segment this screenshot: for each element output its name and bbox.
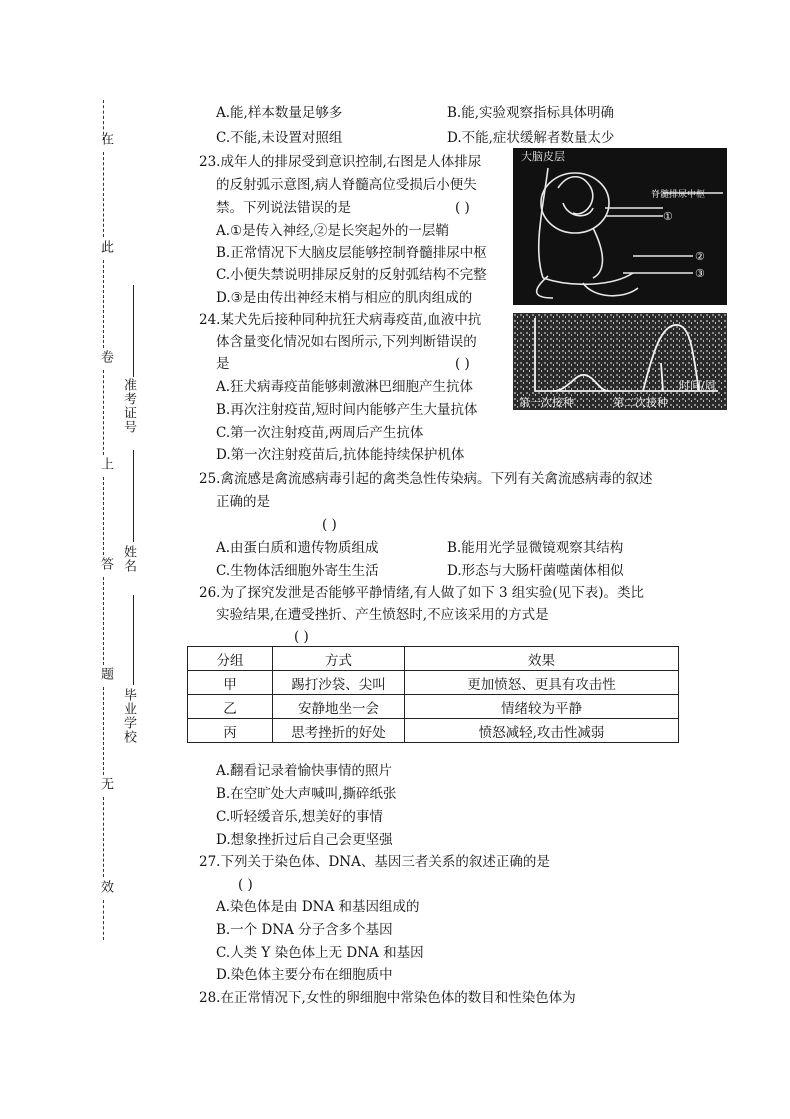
q24-option-b: B.再次注射疫苗,短时间内能够产生大量抗体 <box>216 402 478 418</box>
seal-char: 在 <box>98 132 113 146</box>
q24-answer-paren: ( ) <box>455 356 470 372</box>
table-row <box>188 695 679 719</box>
table-header: 效果 <box>405 647 679 671</box>
school-line[interactable] <box>133 595 134 685</box>
q23-option-b: B.正常情况下大脑皮层能够控制脊髓排尿中枢 <box>216 245 487 261</box>
table-cell: 踢打沙袋、尖叫 <box>273 671 405 695</box>
q26-option-b: B.在空旷处大声喊叫,撕碎纸张 <box>216 786 397 802</box>
q26-stem-line: 实验结果,在遭受挫折、产生愤怒时,不应该采用的方式是 <box>216 607 549 623</box>
q27-answer-paren: ( ) <box>238 877 253 893</box>
q26-option-a: A.翻看记录着愉快事情的照片 <box>216 763 393 779</box>
table-cell: 思考挫折的好处 <box>273 719 405 743</box>
table-header-row <box>188 647 679 671</box>
q27-option-d: D.染色体主要分布在细胞质中 <box>216 967 393 983</box>
seal-char: 无 <box>98 777 113 791</box>
table-header: 分组 <box>188 647 273 671</box>
table-row <box>188 671 679 695</box>
table-cell: 更加愤怒、更具有攻击性 <box>405 671 679 695</box>
q26-answer-paren: ( ) <box>294 629 309 645</box>
q25-option-c: C.生物体活细胞外寄生生活 <box>216 563 379 579</box>
q26-stem-line: 26.为了探究发泄是否能够平静情绪,有人做了如下 3 组实验(见下表)。类比 <box>199 585 644 601</box>
name-line[interactable] <box>133 450 134 542</box>
q22-option-b: B.能,实验观察指标具体明确 <box>447 105 615 121</box>
seal-char: 题 <box>98 667 113 681</box>
table-cell: 乙 <box>188 695 273 719</box>
exam-number-label: 准考证号 <box>121 378 136 434</box>
q22-option-a: A.能,样本数量足够多 <box>216 105 343 121</box>
x-axis-label: 时间/周 <box>679 379 716 392</box>
seal-dash-line <box>103 900 104 940</box>
table-cell: 愤怒减轻,攻击性减弱 <box>405 719 679 743</box>
seal-dash-line <box>103 370 104 455</box>
label-cortex: 大脑皮层 <box>521 150 565 163</box>
q24-stem-line: 24.某犬先后接种同种抗狂犬病毒疫苗,血液中抗 <box>199 312 482 328</box>
first-dose-label: 第一次接种 <box>519 396 574 409</box>
q27-stem: 27.下列关于染色体、DNA、基因三者关系的叙述正确的是 <box>199 854 550 870</box>
q25-answer-paren: ( ) <box>322 517 337 533</box>
q25-stem-line: 25.禽流感是禽流感病毒引起的禽类急性传染病。下列有关禽流感病毒的叙述 <box>199 471 653 487</box>
q27-option-a: A.染色体是由 DNA 和基因组成的 <box>216 899 420 915</box>
seal-dash-line <box>103 260 104 348</box>
q27-option-b: B.一个 DNA 分子含多个基因 <box>216 922 393 938</box>
q25-option-b: B.能用光学显微镜观察其结构 <box>447 540 624 556</box>
table-cell: 丙 <box>188 719 273 743</box>
q23-option-a: A.①是传入神经,②是长突起外的一层鞘 <box>216 223 449 239</box>
second-dose-label: 第二次接种 <box>613 396 668 409</box>
table-header: 方式 <box>273 647 405 671</box>
q24-stem-line: 体含量变化情况如右图所示,下列判断错误的 <box>216 334 477 350</box>
seal-char: 上 <box>98 457 113 471</box>
table-cell: 情绪较为平静 <box>405 695 679 719</box>
exam-number-line[interactable] <box>133 285 134 377</box>
seal-dash-line <box>103 797 104 877</box>
q24-option-c: C.第一次注射疫苗,两周后产生抗体 <box>216 425 424 441</box>
q28-stem: 28.在正常情况下,女性的卵细胞中常染色体的数目和性染色体为 <box>199 990 576 1006</box>
q24-stem-line: 是 <box>216 356 230 372</box>
q26-table <box>187 646 679 743</box>
table-cell: 安静地坐一会 <box>273 695 405 719</box>
seal-dash-line <box>103 577 104 665</box>
marker-3: ③ <box>695 267 705 280</box>
seal-char: 此 <box>98 240 113 254</box>
seal-char: 卷 <box>98 350 113 364</box>
q23-stem-line: 23.成年人的排尿受到意识控制,右图是人体排尿 <box>199 154 482 170</box>
table-row <box>188 719 679 743</box>
seal-dash-line <box>103 687 104 775</box>
q22-option-d: D.不能,症状缓解者数量太少 <box>447 130 615 146</box>
seal-char: 效 <box>98 880 113 894</box>
q23-answer-paren: ( ) <box>455 200 470 216</box>
seal-dash-line <box>103 152 104 237</box>
q23-stem-line: 的反射弧示意图,病人脊髓高位受损后小便失 <box>216 177 477 193</box>
marker-1: ① <box>663 210 673 223</box>
name-label: 姓名 <box>121 545 136 573</box>
q22-option-c: C.不能,未设置对照组 <box>216 130 343 146</box>
q25-option-d: D.形态与大肠杆菌噬菌体相似 <box>447 563 624 579</box>
seal-char: 答 <box>98 557 113 571</box>
q25-option-a: A.由蛋白质和遗传物质组成 <box>216 540 379 556</box>
q24-option-a: A.狂犬病毒疫苗能够刺激淋巴细胞产生抗体 <box>216 379 474 395</box>
marker-2: ② <box>695 250 705 263</box>
q23-stem-line: 禁。下列说法错误的是 <box>216 200 351 216</box>
q24-option-d: D.第一次注射疫苗后,抗体能持续保护机体 <box>216 447 465 463</box>
q26-option-d: D.想象挫折过后自己会更坚强 <box>216 832 393 848</box>
reflex-arc-diagram <box>513 148 727 305</box>
q26-option-c: C.听轻缓音乐,想美好的事情 <box>216 809 383 825</box>
school-label: 毕业学校 <box>121 688 136 744</box>
label-spinal-center: 脊髓排尿中枢 <box>651 190 706 200</box>
reflex-arc-figure <box>513 148 727 305</box>
antibody-curve <box>513 313 727 410</box>
q23-option-c: C.小便失禁说明排尿反射的反射弧结构不完整 <box>216 267 487 283</box>
q27-option-c: C.人类 Y 染色体上无 DNA 和基因 <box>216 945 424 961</box>
table-cell: 甲 <box>188 671 273 695</box>
q23-option-d: D.③是由传出神经末梢与相应的肌肉组成的 <box>216 290 473 306</box>
seal-dash-line <box>103 477 104 555</box>
q25-stem-line: 正确的是 <box>216 494 270 510</box>
antibody-figure <box>513 313 727 410</box>
